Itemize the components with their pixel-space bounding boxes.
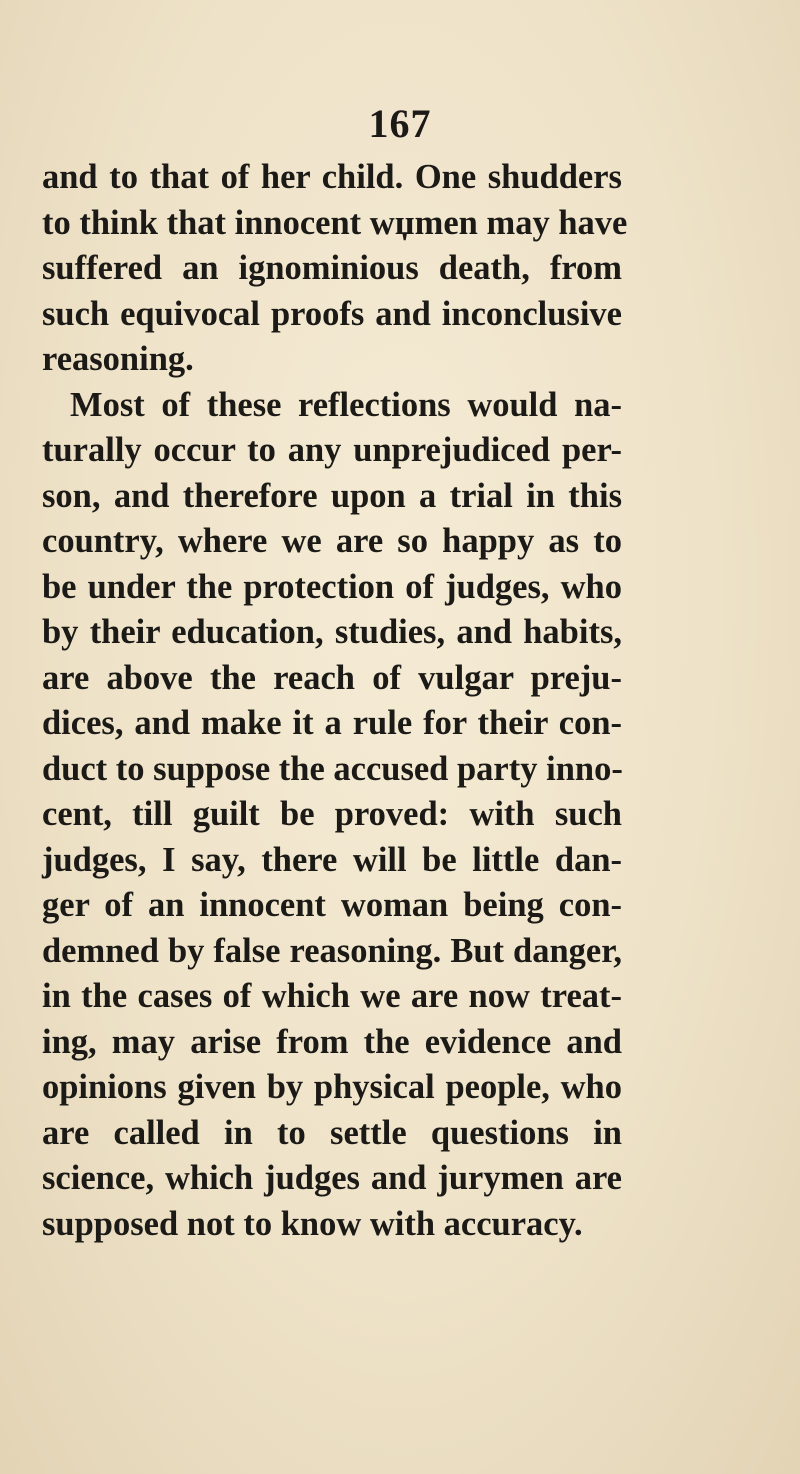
text-line: dices, and make it a rule for their con-	[42, 704, 622, 742]
text-line: and to that of her child. One shudders	[42, 158, 622, 196]
text-line: are called in to settle questions in	[42, 1113, 622, 1152]
text-line: suffered an ignominious death, from	[42, 249, 622, 287]
text-line: science, which judges and jurymen are	[42, 1159, 622, 1197]
text-line: supposed not to know with accuracy.	[42, 1204, 583, 1243]
page-number: 167	[368, 101, 432, 146]
text-line: be under the protection of judges, who	[42, 567, 622, 606]
text-line: turally occur to any unprejudiced per-	[42, 431, 622, 469]
text-line: cent, till guilt be proved: with such	[42, 795, 622, 833]
text-line: Most of these reflections would na-	[70, 385, 622, 424]
text-line: opinions given by physical people, who	[42, 1068, 622, 1106]
text-line: in the cases of which we are now treat-	[42, 977, 622, 1015]
text-line: are above the reach of vulgar preju-	[42, 658, 622, 697]
text-line: ger of an innocent woman being con-	[42, 886, 622, 924]
text-line: such equivocal proofs and inconclusive	[42, 294, 622, 333]
text-line: son, and therefore upon a trial in this	[42, 476, 622, 515]
text-line: reasoning.	[42, 340, 194, 378]
text-line: demned by false reasoning. But danger,	[42, 931, 622, 970]
body-text	[42, 155, 628, 1247]
text-line: country, where we are so happy as to	[42, 522, 622, 560]
text-line: ing, may arise from the evidence and	[42, 1022, 622, 1061]
text-line: to think that innocent wџmen may have	[42, 203, 628, 242]
text-line: judges, I say, there will be little dan-	[42, 840, 622, 879]
text-line: duct to suppose the accused party inno-	[42, 749, 623, 788]
text-line: by their education, studies, and habits,	[42, 613, 622, 651]
